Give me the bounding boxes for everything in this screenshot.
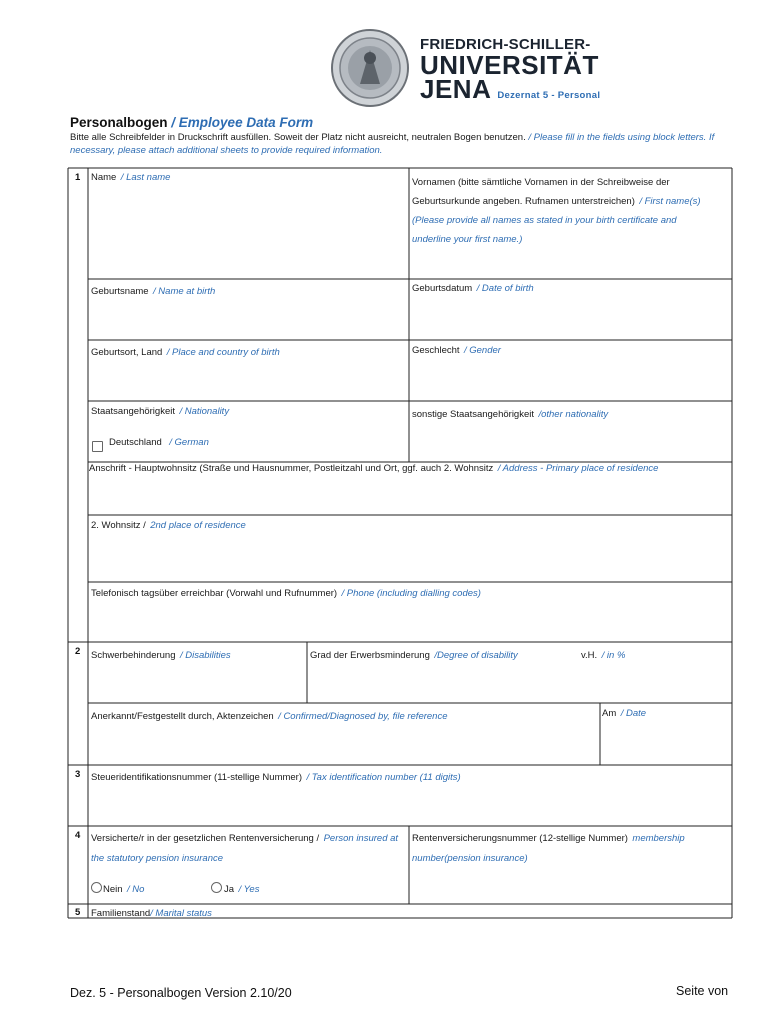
phone-label: Telefonisch tagsüber erreichbar (Vorwahl und Rufnummer) xyxy=(91,588,338,599)
university-seal-icon xyxy=(330,28,410,108)
other-nationality-label-en: /other nationality xyxy=(538,409,609,420)
tax-id-label: Steueridentifikationsnummer (11-stellige Nummer) xyxy=(91,772,303,783)
other-nationality-field[interactable] xyxy=(412,405,608,423)
section-number-2: 2 xyxy=(75,646,81,657)
pension-insured-field xyxy=(91,828,407,868)
degree-disability-field[interactable] xyxy=(310,646,518,664)
confirmed-by-label: Anerkannt/Festgestellt durch, Aktenzeichen xyxy=(91,711,274,722)
section-number-1: 1 xyxy=(75,172,81,183)
address-field[interactable] xyxy=(89,459,729,477)
last-name-field[interactable] xyxy=(91,168,170,186)
pension-insured-label-en: Person insured at the statutory pension insurance xyxy=(91,833,399,864)
date-field[interactable] xyxy=(602,704,646,722)
footer-page: Seite von xyxy=(676,984,729,998)
birth-name-label-en: / Name at birth xyxy=(153,286,216,297)
birth-place-field[interactable] xyxy=(91,343,280,361)
confirmed-by-label-en: / Confirmed/Diagnosed by, file reference xyxy=(278,711,448,722)
german-option xyxy=(109,433,209,451)
intro-en: / Please fill in the fields using block letters. If necessary, please attach additional sheets to provide required information. xyxy=(70,132,715,156)
marital-status-label: Familienstand xyxy=(91,908,151,919)
address-label: Anschrift - Hauptwohnsitz (Straße und Hausnummer, Postleitzahl und Ort, ggf. auch 2. Wohnsitz xyxy=(89,463,494,474)
no-option xyxy=(103,880,144,898)
no-label: Nein xyxy=(103,884,123,895)
birth-place-label-en: / Place and country of birth xyxy=(166,347,280,358)
first-names-label: Vornamen (bitte sämtliche Vornamen in der Schreibweise der Geburtsurkunde angeben. Rufnamen unterstreichen) xyxy=(412,177,670,207)
title-sep: / xyxy=(167,115,179,130)
degree-disability-label: Grad der Erwerbsminderung xyxy=(310,650,430,661)
phone-label-en: / Phone (including dialling codes) xyxy=(341,588,481,599)
marital-status-label-en: / Marital status xyxy=(150,908,212,919)
logo-line3: JENA xyxy=(420,74,492,104)
degree-disability-label-en: /Degree of disability xyxy=(434,650,518,661)
birth-name-field[interactable] xyxy=(91,282,215,300)
german-checkbox[interactable] xyxy=(92,441,103,452)
birth-name-label: Geburtsname xyxy=(91,286,149,297)
title-de: Personalbogen xyxy=(70,115,168,130)
no-radio[interactable] xyxy=(91,882,102,893)
pension-number-field[interactable] xyxy=(412,828,724,868)
pension-number-label: Rentenversicherungsnummer (12-stellige Nummer) xyxy=(412,833,628,844)
percent-label: v.H. xyxy=(581,650,598,661)
gender-field[interactable] xyxy=(412,341,501,359)
date-label: Am xyxy=(602,708,617,719)
german-label-en: / German xyxy=(169,437,209,448)
nationality-label: Staatsangehörigkeit xyxy=(91,406,175,417)
marital-status-field[interactable] xyxy=(91,905,212,921)
department-label: Dezernat 5 - Personal xyxy=(497,90,601,101)
disabilities-field[interactable] xyxy=(91,646,231,664)
german-label: Deutschland xyxy=(109,437,162,448)
phone-field[interactable] xyxy=(91,584,481,602)
confirmed-by-field[interactable] xyxy=(91,707,448,725)
second-residence-label: 2. Wohnsitz / xyxy=(91,520,146,531)
last-name-label-en: / Last name xyxy=(120,172,171,183)
tax-id-label-en: / Tax identification number (11 digits) xyxy=(306,772,461,783)
page-title xyxy=(70,115,313,130)
section-number-3: 3 xyxy=(75,769,81,780)
no-label-en: / No xyxy=(127,884,145,895)
pension-insured-label: Versicherte/r in der gesetzlichen Rentenversicherung / xyxy=(91,833,320,844)
date-label-en: / Date xyxy=(620,708,647,719)
section-number-5: 5 xyxy=(75,907,81,918)
second-residence-label-en: 2nd place of residence xyxy=(150,520,246,531)
gender-label: Geschlecht xyxy=(412,345,460,356)
yes-label: Ja xyxy=(224,884,235,895)
birth-date-field[interactable] xyxy=(412,279,534,297)
nationality-field[interactable] xyxy=(91,402,229,420)
birth-place-label: Geburtsort, Land xyxy=(91,347,163,358)
yes-label-en: / Yes xyxy=(238,884,260,895)
nationality-label-en: / Nationality xyxy=(179,406,230,417)
percent-field[interactable] xyxy=(581,646,625,664)
other-nationality-label: sonstige Staatsangehörigkeit xyxy=(412,409,534,420)
birth-date-label: Geburtsdatum xyxy=(412,283,473,294)
university-logo xyxy=(420,36,600,103)
tax-id-field[interactable] xyxy=(91,768,461,786)
pension-number-label-en: membership number(pension insurance) xyxy=(412,833,685,864)
intro-text xyxy=(70,131,730,157)
logo-line1: FRIEDRICH-SCHILLER- xyxy=(420,36,591,53)
birth-date-label-en: / Date of birth xyxy=(476,283,534,294)
disabilities-label: Schwerbehinderung xyxy=(91,650,176,661)
first-names-label-en: / First name(s) (Please provide all names as stated in your birth certificate and underline your first name.) xyxy=(412,196,701,245)
first-names-field[interactable] xyxy=(412,172,718,248)
last-name-label: Name xyxy=(91,172,117,183)
section-number-4: 4 xyxy=(75,830,81,841)
intro-de: Bitte alle Schreibfelder in Druckschrift ausfüllen. Soweit der Platz nicht ausreicht, neutralen Bogen benutzen. xyxy=(70,132,526,143)
gender-label-en: / Gender xyxy=(463,345,501,356)
yes-radio[interactable] xyxy=(211,882,222,893)
title-en: Employee Data Form xyxy=(178,115,314,130)
footer-version: Dez. 5 - Personalbogen Version 2.10/20 xyxy=(70,986,292,1000)
percent-label-en: / in % xyxy=(601,650,626,661)
logo-line2: UNIVERSITÄT xyxy=(420,50,599,80)
disabilities-label-en: / Disabilities xyxy=(179,650,231,661)
second-residence-field[interactable] xyxy=(91,516,246,534)
yes-option xyxy=(224,880,259,898)
address-label-en: / Address - Primary place of residence xyxy=(497,463,659,474)
